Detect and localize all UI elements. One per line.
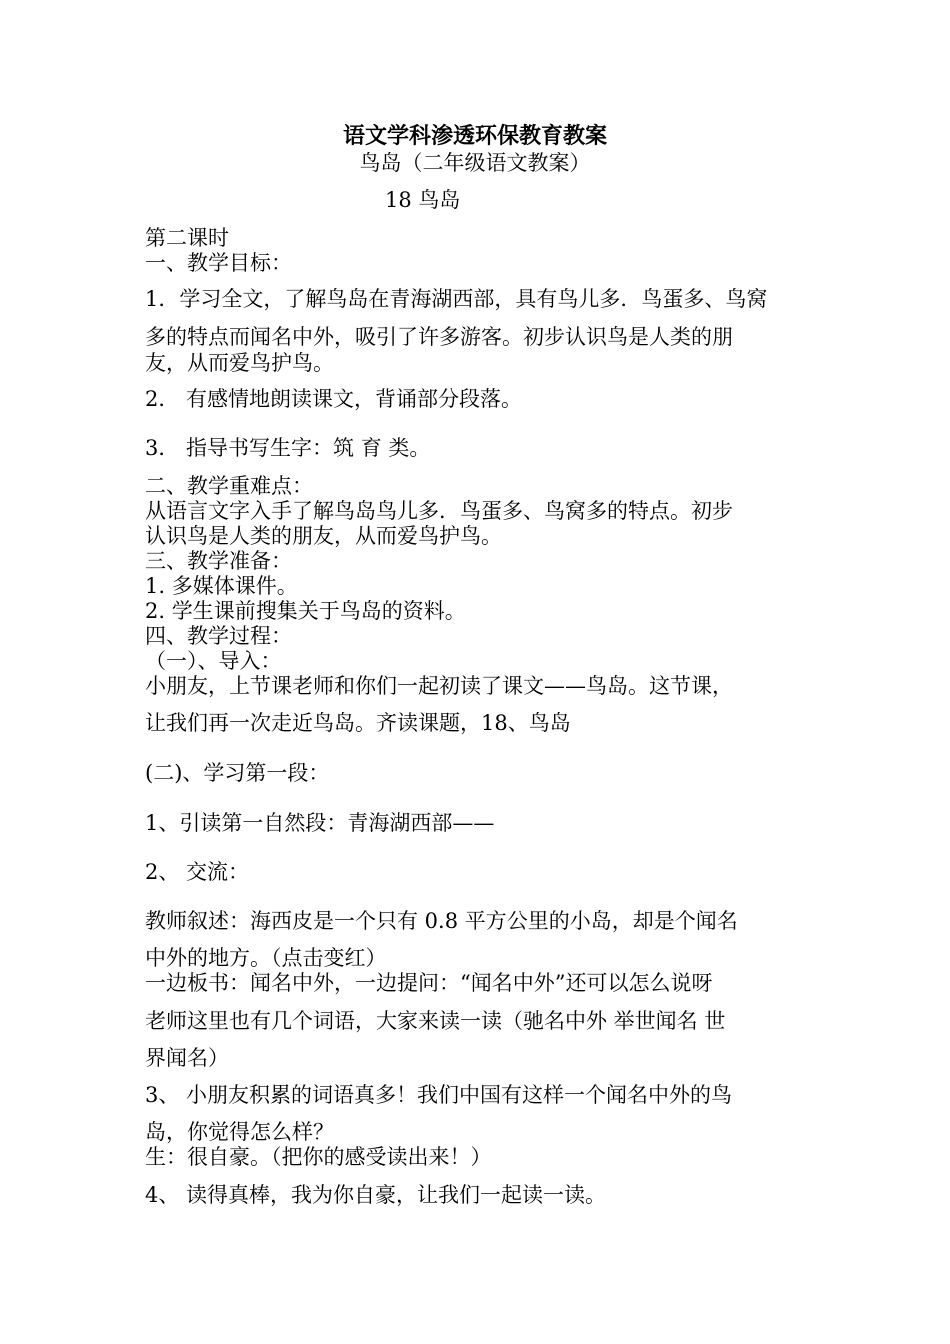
activity-3-line-1: 3、 小朋友积累的词语真多！我们中国有这样一个闻名中外的鸟 (145, 1083, 733, 1107)
activity-1: 1、引读第一自然段：青海湖西部—— (145, 811, 495, 835)
preparation-item-2: 2. 学生课前搜集关于鸟岛的资料。 (145, 599, 466, 623)
key-points-line-1: 从语言文字入手了解鸟岛鸟儿多．鸟蛋多、鸟窝多的特点。初步 (145, 499, 733, 523)
vocabulary-line-1: 老师这里也有几个词语，大家来读一读（驰名中外 举世闻名 世 (145, 1009, 726, 1033)
section-heading-process: 四、教学过程： (145, 624, 292, 648)
section-heading-key-points: 二、教学重难点： (145, 474, 313, 498)
objective-1-line-2: 多的特点而闻名中外，吸引了许多游客。初步认识鸟是人类的朋 (145, 325, 733, 349)
activity-3-line-2: 岛，你觉得怎么样？ (145, 1120, 334, 1144)
objective-1-line-3: 友，从而爱鸟护鸟。 (145, 351, 334, 375)
key-points-line-2: 认识鸟是人类的朋友，从而爱鸟护鸟。 (145, 524, 502, 548)
preparation-item-1: 1. 多媒体课件。 (145, 574, 298, 598)
process-step-intro-heading: （一）、导入： (145, 649, 282, 673)
section-heading-preparation: 三、教学准备： (145, 549, 292, 573)
student-response: 生：很自豪。（把你的感受读出来！） (145, 1145, 492, 1169)
vocabulary-line-2: 界闻名） (145, 1046, 229, 1070)
board-writing-line: 一边板书：闻名中外，一边提问：“闻名中外”还可以怎么说呀 (145, 971, 713, 995)
activity-4: 4、 读得真棒，我为你自豪，让我们一起读一读。 (145, 1183, 607, 1207)
document-subtitle: 鸟岛（二年级语文教案） (359, 151, 591, 175)
document-title: 语文学科渗透环保教育教案 (342, 123, 607, 149)
lesson-heading: 18 鸟岛 (385, 188, 461, 212)
objective-2: 2． 有感情地朗读课文，背诵部分段落。 (145, 387, 523, 411)
teacher-narration-line-2: 中外的地方。（点击变红） (145, 946, 387, 970)
objective-3: 3． 指导书写生字：筑 育 类。 (145, 436, 431, 460)
intro-paragraph-line-1: 小朋友，上节课老师和你们一起初读了课文——鸟岛。这节课， (145, 674, 733, 698)
teacher-narration-line-1: 教师叙述：海西皮是一个只有 0.8 平方公里的小岛，却是个闻名 (145, 909, 738, 933)
intro-paragraph-line-2: 让我们再一次走近鸟岛。齐读课题，18、鸟岛 (145, 711, 571, 735)
objective-1-line-1: 1．学习全文，了解鸟岛在青海湖西部，具有鸟儿多．鸟蛋多、鸟窝 (145, 287, 768, 311)
section-heading-objectives: 一、教学目标： (145, 251, 292, 275)
activity-2: 2、 交流： (145, 860, 250, 884)
lesson-period: 第二课时 (145, 226, 229, 250)
process-step-first-paragraph-heading: (二)、学习第一段： (145, 761, 330, 785)
